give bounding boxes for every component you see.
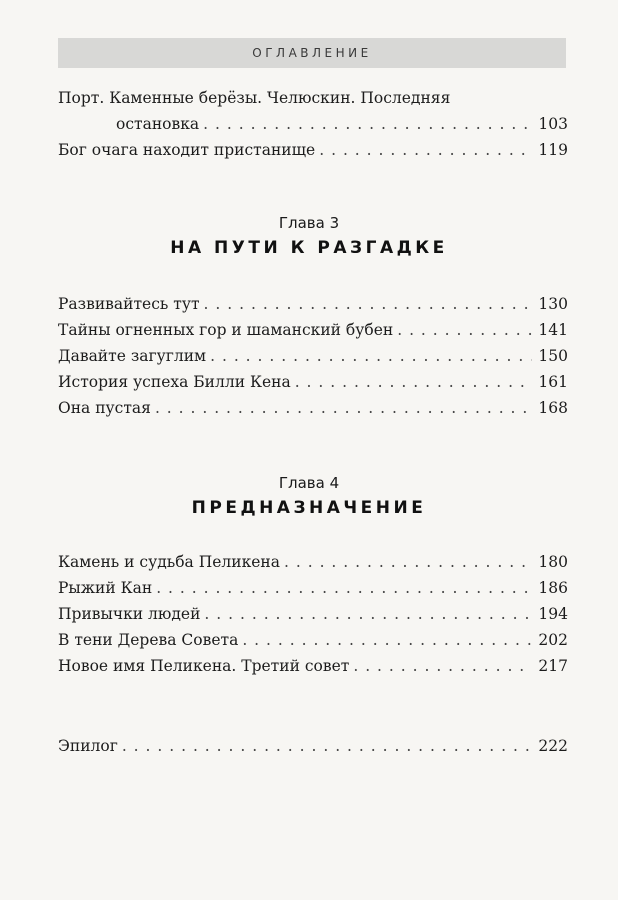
running-head: ОГЛАВЛЕНИЕ <box>252 46 372 60</box>
toc-entry-title: Камень и судьба Пеликена <box>58 553 281 571</box>
toc-entry-page: 119 <box>538 141 568 159</box>
toc-entry[interactable] <box>58 630 568 650</box>
leader-dots <box>319 140 532 160</box>
toc-entry-title: Эпилог <box>58 737 118 755</box>
chapter-title: НА ПУТИ К РАЗГАДКЕ <box>170 238 448 258</box>
leader-dots <box>204 604 532 624</box>
toc-entry-title: Привычки людей <box>58 605 201 623</box>
leader-dots <box>155 398 532 418</box>
toc-entry[interactable] <box>58 552 568 572</box>
chapter-label: Глава 4 <box>278 474 340 492</box>
leader-dots <box>203 114 532 134</box>
toc-entry-title: Рыжий Кан <box>58 579 153 597</box>
leader-dots <box>353 656 532 676</box>
leader-dots <box>210 346 532 366</box>
toc-entry[interactable] <box>58 398 568 418</box>
toc-entry[interactable] <box>58 604 568 624</box>
toc-entry[interactable] <box>58 578 568 598</box>
toc-entry-title: История успеха Билли Кена <box>58 373 291 391</box>
toc-entry[interactable] <box>58 294 568 314</box>
chapter-label: Глава 3 <box>278 214 340 232</box>
toc-entry-page: 202 <box>538 631 568 649</box>
toc-entry-page: 194 <box>538 605 568 623</box>
toc-entry-page: 217 <box>538 657 568 675</box>
leader-dots <box>397 320 532 340</box>
toc-entry-page: 168 <box>538 399 568 417</box>
running-head-band <box>58 38 566 68</box>
toc-entry-page: 180 <box>538 553 568 571</box>
toc-entry-page: 186 <box>538 579 568 597</box>
toc-entry-page: 141 <box>538 321 568 339</box>
toc-entry-title: Она пустая <box>58 399 151 417</box>
toc-entry-page: 103 <box>538 115 568 133</box>
toc-entry-page: 161 <box>538 373 568 391</box>
toc-entry-epilogue[interactable] <box>58 736 568 756</box>
toc-entry-title: Развивайтесь тут <box>58 295 200 313</box>
leader-dots <box>295 372 533 392</box>
toc-entry-title: остановка <box>116 115 200 133</box>
leader-dots <box>242 630 532 650</box>
toc-entry[interactable] <box>58 320 568 340</box>
toc-entry-page: 150 <box>538 347 568 365</box>
toc-entry-title: Давайте загуглим <box>58 347 207 365</box>
toc-entry-title: Новое имя Пеликена. Третий совет <box>58 657 350 675</box>
leader-dots <box>204 294 533 314</box>
toc-entry[interactable] <box>58 114 568 134</box>
toc-entry-title: Тайны огненных гор и шаманский бубен <box>58 321 394 339</box>
toc-entry[interactable] <box>58 346 568 366</box>
leader-dots <box>284 552 532 572</box>
leader-dots <box>122 736 533 756</box>
toc-entry-line: Порт. Каменные берёзы. Челюскин. Последняя <box>58 89 451 107</box>
toc-entry-page: 222 <box>538 737 568 755</box>
leader-dots <box>156 578 532 598</box>
chapter-title: ПРЕДНАЗНАЧЕНИЕ <box>191 498 427 518</box>
toc-entry[interactable] <box>58 372 568 392</box>
toc-entry-page: 130 <box>538 295 568 313</box>
toc-entry-title: В тени Дерева Совета <box>58 631 239 649</box>
toc-entry[interactable] <box>58 656 568 676</box>
toc-entry[interactable] <box>58 140 568 160</box>
toc-entry-title: Бог очага находит пристанище <box>58 141 316 159</box>
